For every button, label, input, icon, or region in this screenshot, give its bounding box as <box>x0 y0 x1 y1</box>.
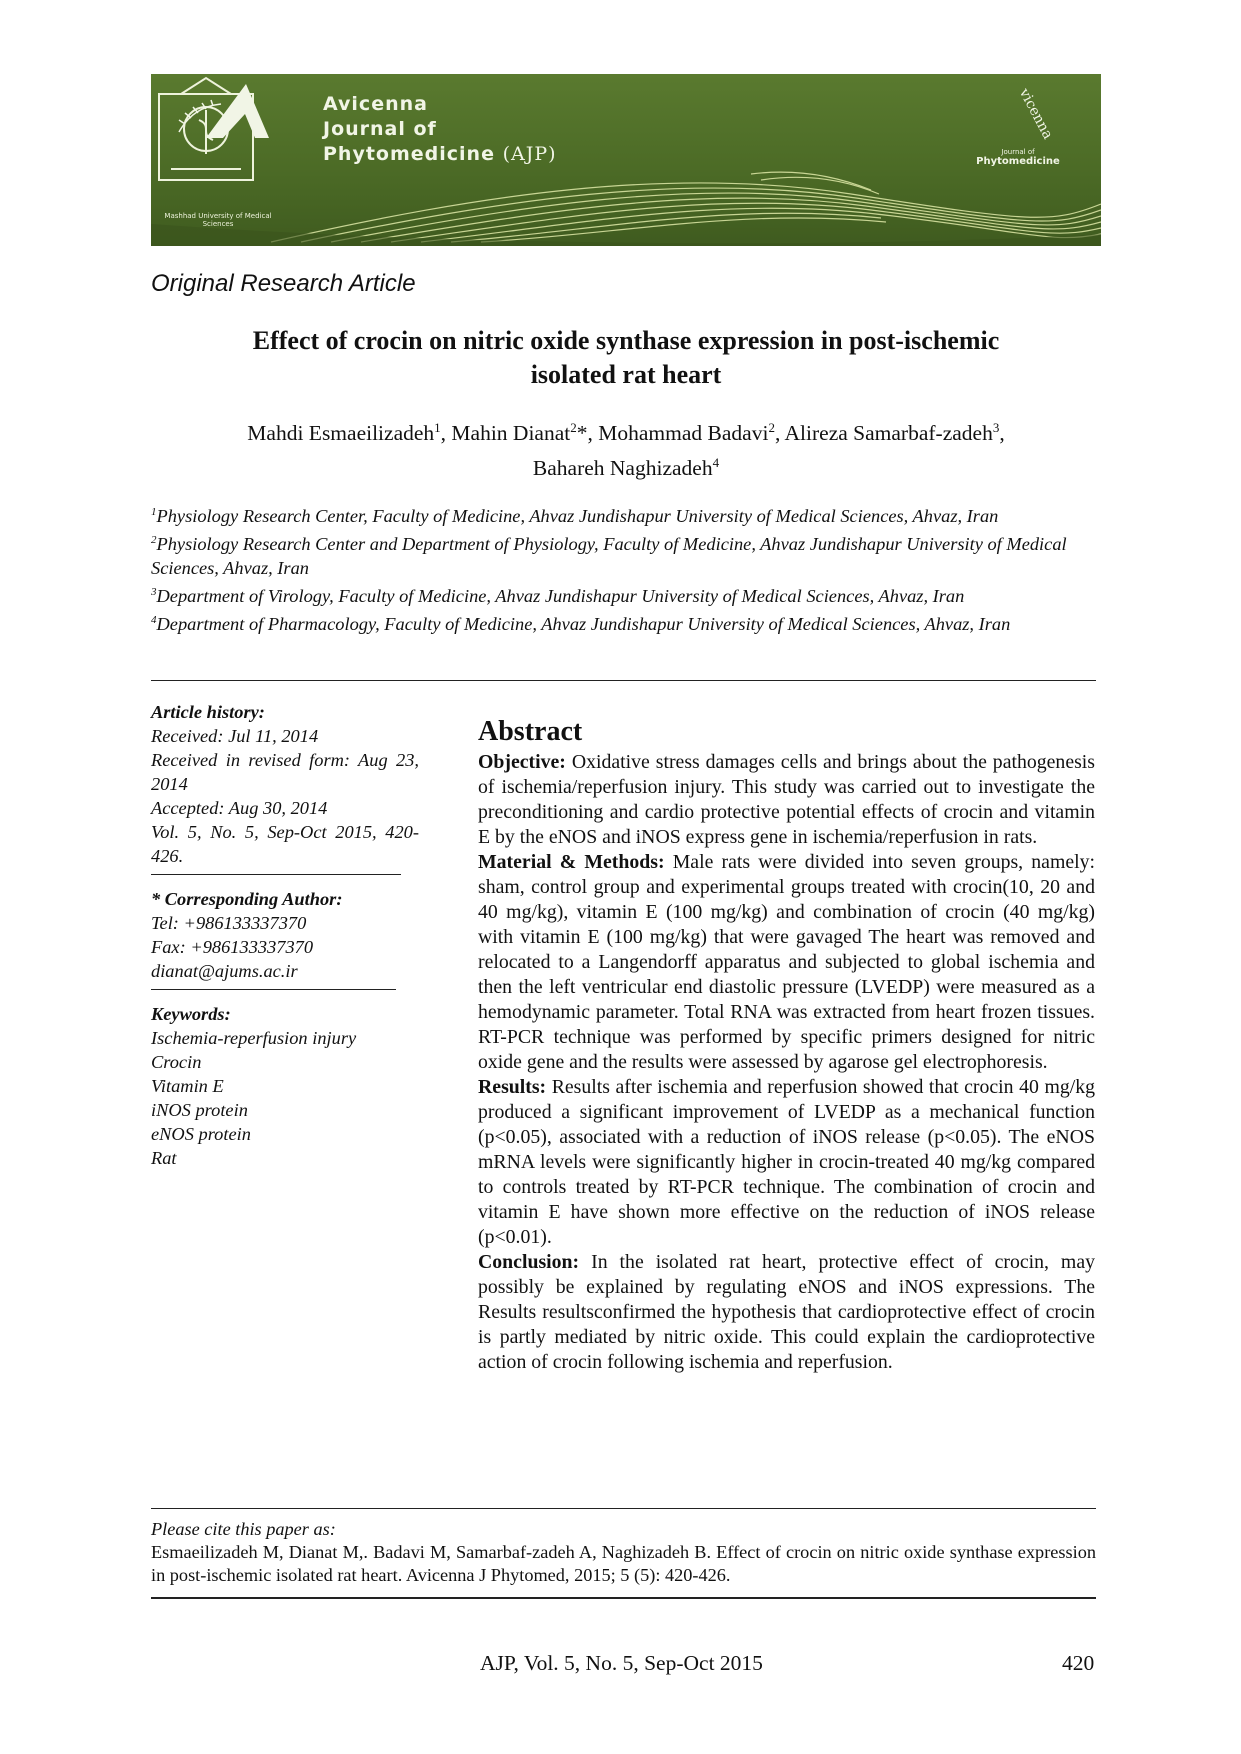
journal-banner <box>151 74 1101 246</box>
crest-caption: Mashhad University of Medical Sciences <box>164 212 272 228</box>
corresponding-tel: Tel: +986133337370 <box>151 913 307 933</box>
article-type: Original Research Article <box>151 270 416 297</box>
history-heading: Article history: <box>151 702 265 722</box>
history-received: Received: Jul 11, 2014 <box>151 726 319 746</box>
logo-caption-big: Phytomedicine <box>976 156 1060 167</box>
author-affil-sup: 1 <box>434 420 441 435</box>
author-separator: , <box>440 421 452 446</box>
author-affil-sup: 2 <box>768 420 775 435</box>
methods-label: Material & Methods: <box>478 851 665 873</box>
affiliation-sup: 1 <box>151 506 157 518</box>
abstract-body <box>478 750 1095 1375</box>
author-name: Mohammad Badavi <box>598 421 769 446</box>
avicenna-logo-icon <box>151 74 301 192</box>
affiliation-sup: 3 <box>151 586 157 599</box>
history-revised: Received in revised form: Aug 23, 2014 <box>151 750 419 794</box>
abstract-methods <box>478 850 1095 1075</box>
keyword-item: Crocin <box>151 1052 202 1072</box>
corresponding-author <box>151 887 419 983</box>
corresponding-divider <box>151 989 396 990</box>
conclusion-label: Conclusion: <box>478 1251 580 1273</box>
logo-word: vicenna <box>1015 86 1056 142</box>
author-affil-sup: 4 <box>712 455 720 471</box>
affiliation-item <box>151 500 1101 528</box>
paper-title <box>151 324 1101 392</box>
journal-name-line-3 <box>323 142 557 167</box>
citation-label: Please cite this paper as: <box>151 1519 336 1539</box>
corresponding-email[interactable]: dianat@ajums.ac.ir <box>151 961 298 981</box>
citation-block <box>151 1518 1096 1587</box>
logo-caption <box>949 148 1087 167</box>
corresponding-heading: * Corresponding Author: <box>151 889 343 909</box>
journal-abbr: (AJP) <box>502 143 557 165</box>
author-name: Bahareh Naghizadeh <box>532 456 713 481</box>
authors-line-2 <box>151 448 1101 483</box>
author-list <box>151 413 1101 483</box>
history-volume: Vol. 5, No. 5, Sep-Oct 2015, 420-426. <box>151 822 419 866</box>
keywords-heading: Keywords: <box>151 1004 231 1024</box>
affiliation-item <box>151 608 1101 636</box>
abstract-objective <box>478 750 1095 850</box>
logo-caption-small: Journal of <box>1001 148 1035 156</box>
author-separator: , <box>774 421 785 446</box>
affiliation-sup: 2 <box>151 534 157 547</box>
corresponding-mark: * <box>576 421 588 446</box>
journal-name-line-1: Avicenna <box>323 93 428 115</box>
abstract-conclusion <box>478 1250 1095 1375</box>
journal-name-phyto: Phytomedicine <box>323 143 495 165</box>
history-divider <box>151 874 401 875</box>
citation-bottom-divider <box>151 1597 1096 1599</box>
author-affil-sup: 3 <box>992 420 1000 435</box>
title-line-1: Effect of crocin on nitric oxide synthase expression in post-ischemic <box>252 326 1000 355</box>
keywords <box>151 1002 419 1170</box>
objective-label: Objective: <box>478 751 566 773</box>
authors-line-1 <box>151 413 1101 448</box>
page-number: 420 <box>1062 1651 1095 1675</box>
keyword-item: iNOS protein <box>151 1100 248 1120</box>
affiliation-text: Department of Pharmacology, Faculty of Medicine, Ahvaz Jundishapur University of Medical Sciences, Ahvaz, Iran <box>156 614 1011 635</box>
affiliation-item <box>151 528 1101 580</box>
abstract-results <box>478 1075 1095 1250</box>
affiliation-text: Physiology Research Center, Faculty of Medicine, Ahvaz Jundishapur University of Medical Sciences, Ahvaz, Iran <box>156 506 999 527</box>
author-separator: , <box>587 421 599 446</box>
author-separator: , <box>999 421 1005 446</box>
keyword-item: Rat <box>151 1148 177 1168</box>
keyword-item: eNOS protein <box>151 1124 251 1144</box>
header-divider <box>151 680 1096 681</box>
footer-journal-info: AJP, Vol. 5, No. 5, Sep-Oct 2015 <box>480 1651 763 1675</box>
article-history <box>151 700 419 868</box>
affiliation-text: Department of Virology, Faculty of Medicine, Ahvaz Jundishapur University of Medical Sciences, Ahvaz, Iran <box>156 586 965 607</box>
article-info-column <box>151 700 419 1170</box>
objective-text: Oxidative stress damages cells and brings about the pathogenesis of ischemia/reperfusion injury. This study was carried out to investigate the preconditioning and cardio protective potential effects of crocin and vitamin E by the eNOS and iNOS express gene in ischemia/reperfusion in rats. <box>478 751 1095 848</box>
journal-name <box>323 92 557 167</box>
results-label: Results: <box>478 1076 547 1098</box>
citation-text: Esmaeilizadeh M, Dianat M,. Badavi M, Samarbaf-zadeh A, Naghizadeh B. Effect of crocin on nitric oxide synthase expression in post-ischemic isolated rat heart. Avicenna J Phytomed, 2015; 5 (5): 420-426. <box>151 1542 1096 1585</box>
author-name: Alireza Samarbaf-zadeh <box>784 421 993 446</box>
author-name: Mahdi Esmaeilizadeh <box>247 421 435 446</box>
affiliation-item <box>151 580 1101 608</box>
abstract-heading: Abstract <box>478 716 583 747</box>
affiliation-sup: 4 <box>151 614 157 627</box>
journal-name-line-2: Journal of <box>323 118 437 140</box>
corresponding-fax: Fax: +986133337370 <box>151 937 314 957</box>
citation-top-divider <box>151 1508 1096 1509</box>
history-accepted: Accepted: Aug 30, 2014 <box>151 798 328 818</box>
methods-text: Male rats were divided into seven groups, namely: sham, control group and experimental groups treated with crocin(10, 20 and 40 mg/kg), vitamin E (100 mg/kg) and combination of crocin (40 mg/kg) with vitamin E (100 mg/kg) that were gavaged The heart was removed and relocated to a Langendorff apparatus and subjected to global ischemia and then the left ventricular end diastolic pressure (LVEDP) were measured as a hemodynamic parameter. Total RNA was extracted from heart frozen tissues. RT-PCR technique was performed by specific primers designed for nitric oxide gene and the results were assessed by agarose gel electrophoresis. <box>478 851 1095 1073</box>
affiliations <box>151 500 1101 637</box>
keyword-item: Vitamin E <box>151 1076 224 1096</box>
author-name: Mahin Dianat <box>451 421 571 446</box>
keyword-item: Ischemia-reperfusion injury <box>151 1028 357 1048</box>
title-line-2: isolated rat heart <box>530 360 722 389</box>
conclusion-text: In the isolated rat heart, protective effect of crocin, may possibly be explained by regulating eNOS and iNOS expressions. The Results resultsconfirmed the hypothesis that cardioprotective effect of crocin is partly mediated by nitric oxide. This could explain the cardioprotective action of crocin following ischemia and reperfusion. <box>478 1251 1095 1373</box>
affiliation-text: Physiology Research Center and Department of Physiology, Faculty of Medicine, Ahvaz Jundishapur University of Medical Sciences, Ahvaz, Iran <box>151 534 1067 579</box>
author-affil-sup: 2 <box>570 420 577 435</box>
results-text: Results after ischemia and reperfusion showed that crocin 40 mg/kg produced a significant improvement of LVEDP as a mechanical function (p<0.05), associated with a reduction of iNOS release (p<0.05). The eNOS mRNA levels were significantly higher in crocin-treated 40 mg/kg compared to controls treated by RT-PCR technique. The combination of crocin and vitamin E have shown more effective on the reduction of iNOS release (p<0.01). <box>478 1076 1095 1248</box>
